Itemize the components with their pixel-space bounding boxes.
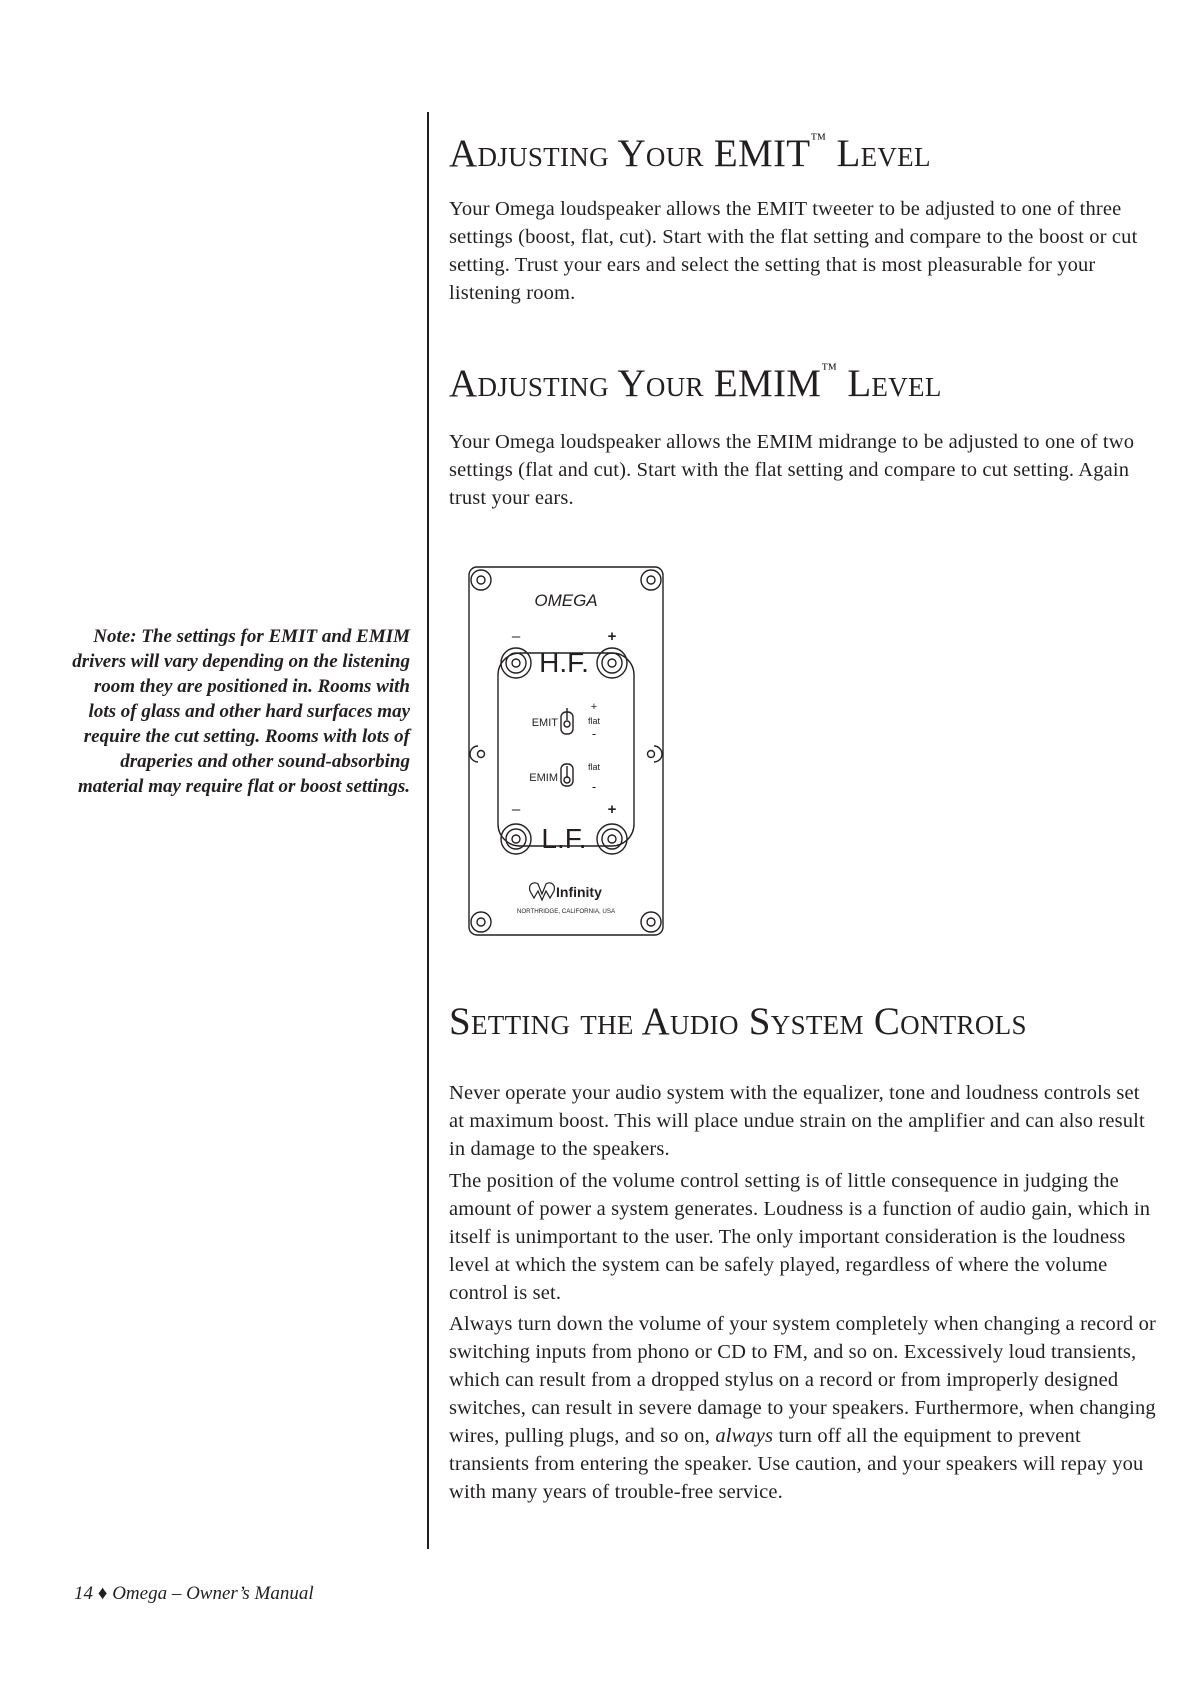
sidebar-note: Note: The settings for EMIT and EMIM drivers will vary depending on the listening room they are positioned in. Rooms with lots of glass and other hard surfaces may require the cut setting. Rooms with lots of draperies and other sound-absorbing material may require flat or boost settings.: [72, 626, 410, 797]
lf-plus-sign: +: [607, 801, 617, 818]
emim-switch-flat: flat: [587, 762, 601, 772]
hf-plus-sign: +: [607, 628, 617, 645]
hf-minus-sign: –: [511, 628, 521, 645]
emit-switch-label: EMIT: [531, 717, 558, 729]
panel-location-label: NORTHRIDGE, CALIFORNIA, USA: [516, 908, 616, 915]
emit-toggle-switch-icon: [561, 708, 573, 734]
lf-minus-sign: –: [511, 801, 521, 818]
heading-adjusting-emit: Adjusting Your EMIT™ Level: [449, 131, 931, 175]
heading-audio-system-controls: Setting the Audio System Controls: [449, 1000, 1027, 1043]
emim-switch-minus: -: [591, 779, 597, 794]
page-footer: 14 ♦ Omega – Owner’s Manual: [74, 1583, 314, 1604]
paragraph-emit: Your Omega loudspeaker allows the EMIT tweeter to be adjusted to one of three settings (boost, flat, cut). Start with the flat setting and compare to the boost or cut setting. Trust your ears and select the setting that is most pleasurable for your listening room.: [449, 198, 1138, 304]
column-divider: [427, 112, 429, 1549]
side-screw-icons: [470, 746, 662, 762]
hf-label: H.F.: [539, 647, 589, 678]
emim-toggle-switch-icon: [561, 764, 573, 786]
emit-switch-flat: flat: [587, 716, 601, 726]
paragraph-emim: Your Omega loudspeaker allows the EMIM midrange to be adjusted to one of two settings (flat and cut). Start with the flat setting and compare to cut setting. Again trust your ears.: [449, 431, 1135, 509]
corner-screw-icons: [471, 570, 661, 932]
lf-label: L.F.: [541, 823, 587, 854]
infinity-logo-icon: [530, 883, 555, 900]
paragraph-audio-2: The position of the volume control setting is of little consequence in judging the amount of power a system generates. Loudness is a function of audio gain, which in itself is unimportant to the user. The only important consideration is the loudness level at which the system can be safely played, regardless of where the volume control is set.: [449, 1170, 1151, 1304]
paragraph-audio-1: Never operate your audio system with the equalizer, tone and loudness controls set at maximum boost. This will place undue strain on the amplifier and can also result in damage to the speakers.: [449, 1082, 1145, 1160]
emphasis-always: always: [715, 1425, 774, 1447]
heading-adjusting-emim: Adjusting Your EMIM™ Level: [449, 361, 942, 405]
speaker-terminal-panel-diagram: [468, 566, 664, 936]
emit-switch-plus: +: [590, 701, 598, 713]
paragraph-audio-3: Always turn down the volume of your system completely when changing a record or switching inputs from phono or CD to FM, and so on. Excessively loud transients, which can result from a dropped stylus on a record or from improperly designed switches, can result in severe damage to your speakers. Furthermore, when changing wires, pulling plugs, and so on, always turn off all the equipment to prevent transients from entering the speaker. Use caution, and your speakers will repay you with many years of trouble-free service.: [449, 1313, 1156, 1503]
emim-switch-label: EMIM: [529, 772, 558, 784]
panel-brand-label: Infinity: [556, 884, 602, 900]
panel-model-label: OMEGA: [534, 591, 598, 610]
emit-switch-minus: -: [591, 726, 597, 741]
